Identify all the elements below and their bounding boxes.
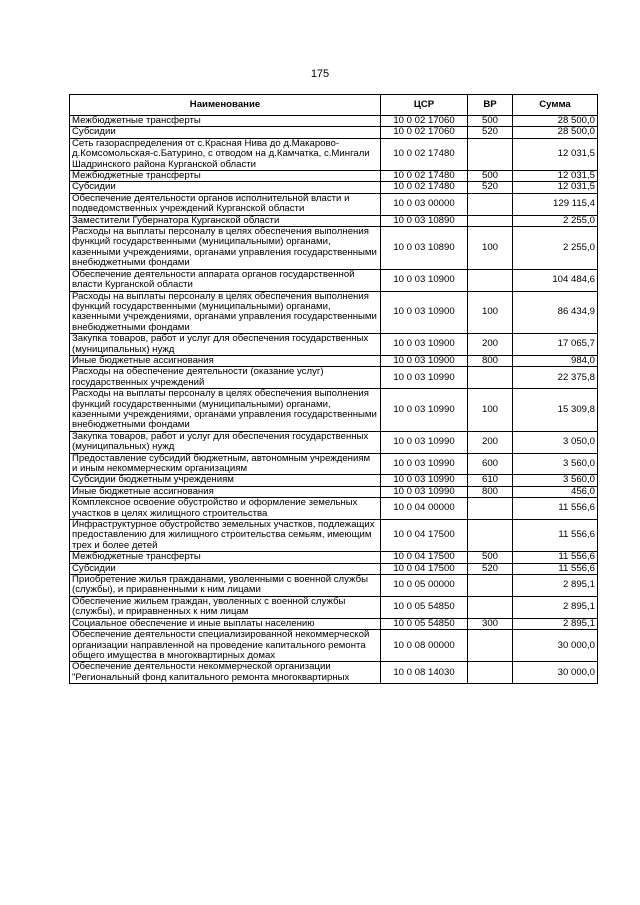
- table-row: [70, 334, 598, 356]
- cell-sum: 30 000,0: [513, 630, 598, 662]
- cell-sum: 2 255,0: [513, 215, 598, 226]
- table-row: [70, 138, 598, 170]
- table-row: [70, 291, 598, 334]
- cell-csr: 10 0 08 14030: [381, 662, 468, 684]
- cell-csr: 10 0 05 54850: [381, 596, 468, 618]
- header-sum: Сумма: [513, 95, 598, 116]
- header-name: Наименование: [70, 95, 381, 116]
- cell-name: Субсидии: [70, 127, 381, 138]
- cell-vr: 100: [468, 291, 513, 334]
- table-row: [70, 475, 598, 486]
- cell-csr: 10 0 03 10990: [381, 453, 468, 475]
- table-row: [70, 182, 598, 193]
- cell-name: Межбюджетные трансферты: [70, 171, 381, 182]
- cell-vr: [468, 662, 513, 684]
- cell-sum: 984,0: [513, 355, 598, 366]
- cell-sum: 11 556,6: [513, 552, 598, 563]
- cell-name: Иные бюджетные ассигнования: [70, 355, 381, 366]
- cell-csr: 10 0 05 54850: [381, 618, 468, 629]
- cell-sum: 28 500,0: [513, 127, 598, 138]
- cell-vr: 200: [468, 334, 513, 356]
- table-row: [70, 269, 598, 291]
- table-body: [70, 116, 598, 684]
- cell-vr: [468, 193, 513, 215]
- cell-vr: 610: [468, 475, 513, 486]
- table-row: [70, 127, 598, 138]
- table-row: [70, 618, 598, 629]
- cell-csr: 10 0 03 10890: [381, 215, 468, 226]
- cell-csr: 10 0 04 17500: [381, 520, 468, 552]
- cell-vr: [468, 575, 513, 597]
- cell-vr: 200: [468, 431, 513, 453]
- cell-csr: 10 0 03 10990: [381, 475, 468, 486]
- cell-vr: 100: [468, 389, 513, 432]
- cell-sum: 3 050,0: [513, 431, 598, 453]
- table-row: [70, 453, 598, 475]
- table-row: [70, 520, 598, 552]
- cell-vr: 500: [468, 171, 513, 182]
- cell-name: Субсидии: [70, 563, 381, 574]
- cell-vr: [468, 367, 513, 389]
- cell-sum: 86 434,9: [513, 291, 598, 334]
- cell-sum: 3 560,0: [513, 475, 598, 486]
- cell-sum: 15 309,8: [513, 389, 598, 432]
- cell-csr: 10 0 03 10990: [381, 486, 468, 497]
- cell-name: Заместители Губернатора Курганской области: [70, 215, 381, 226]
- cell-sum: 2 255,0: [513, 227, 598, 270]
- cell-sum: 11 556,6: [513, 498, 598, 520]
- cell-name: Инфраструктурное обустройство земельных участков, подлежащих предоставлению для жилищного строительства семьям, имеющим трех и более детей: [70, 520, 381, 552]
- table-row: [70, 116, 598, 127]
- cell-vr: [468, 269, 513, 291]
- cell-csr: 10 0 02 17480: [381, 182, 468, 193]
- cell-name: Расходы на обеспечение деятельности (оказание услуг) государственных учреждений: [70, 367, 381, 389]
- cell-csr: 10 0 05 00000: [381, 575, 468, 597]
- cell-csr: 10 0 02 17480: [381, 138, 468, 170]
- cell-vr: 300: [468, 618, 513, 629]
- cell-csr: 10 0 03 10990: [381, 389, 468, 432]
- cell-csr: 10 0 03 10890: [381, 227, 468, 270]
- table-row: [70, 630, 598, 662]
- table-row: [70, 662, 598, 684]
- cell-vr: 520: [468, 563, 513, 574]
- cell-name: Обеспечение деятельности специализированной некоммерческой организации направленной на проведение капитального ремонта общего имущества в многоквартирных домах: [70, 630, 381, 662]
- cell-name: Обеспечение деятельности аппарата органов государственной власти Курганской области: [70, 269, 381, 291]
- header-csr: ЦСР: [381, 95, 468, 116]
- cell-name: Обеспечение жильем граждан, уволенных с военной службы (службы), и приравненных к ним лицам: [70, 596, 381, 618]
- cell-name: Сеть газораспределения от с.Красная Нива до д.Макарово-д.Комсомольская-с.Батурино, с отводом на д.Камчатка, с.Мингали Шадринского района Курганской области: [70, 138, 381, 170]
- table-row: [70, 227, 598, 270]
- cell-vr: [468, 215, 513, 226]
- cell-name: Закупка товаров, работ и услуг для обеспечения государственных (муниципальных) нужд: [70, 431, 381, 453]
- cell-vr: 500: [468, 116, 513, 127]
- cell-csr: 10 0 02 17480: [381, 171, 468, 182]
- cell-csr: 10 0 03 10990: [381, 431, 468, 453]
- table-header-row: [70, 95, 598, 116]
- table-row: [70, 389, 598, 432]
- cell-vr: [468, 498, 513, 520]
- cell-csr: 10 0 04 17500: [381, 563, 468, 574]
- cell-sum: 12 031,5: [513, 171, 598, 182]
- cell-name: Приобретение жилья гражданами, уволенными с военной службы (службы), и приравненными к ним лицами: [70, 575, 381, 597]
- header-vr: ВР: [468, 95, 513, 116]
- cell-name: Закупка товаров, работ и услуг для обеспечения государственных (муниципальных) нужд: [70, 334, 381, 356]
- cell-sum: 104 484,6: [513, 269, 598, 291]
- budget-table: [69, 94, 598, 684]
- cell-sum: 12 031,5: [513, 138, 598, 170]
- cell-csr: 10 0 08 00000: [381, 630, 468, 662]
- cell-sum: 12 031,5: [513, 182, 598, 193]
- cell-name: Расходы на выплаты персоналу в целях обеспечения выполнения функций государственными (муниципальными) органами, казенными учреждениями, органами управления государственными внебюджетными фондами: [70, 227, 381, 270]
- cell-csr: 10 0 03 10900: [381, 334, 468, 356]
- cell-sum: 30 000,0: [513, 662, 598, 684]
- cell-csr: 10 0 04 17500: [381, 552, 468, 563]
- cell-name: Обеспечение деятельности органов исполнительной власти и подведомственных учреждений Курганской области: [70, 193, 381, 215]
- cell-sum: 2 895,1: [513, 618, 598, 629]
- cell-csr: 10 0 04 00000: [381, 498, 468, 520]
- cell-csr: 10 0 03 10900: [381, 291, 468, 334]
- cell-sum: 2 895,1: [513, 596, 598, 618]
- cell-vr: 100: [468, 227, 513, 270]
- cell-name: Предоставление субсидий бюджетным, автономным учреждениям и иным некоммерческим организациям: [70, 453, 381, 475]
- cell-sum: 11 556,6: [513, 520, 598, 552]
- table-row: [70, 563, 598, 574]
- cell-name: Расходы на выплаты персоналу в целях обеспечения выполнения функций государственными (муниципальными) органами, казенными учреждениями, органами управления государственными внебюджетными фондами: [70, 291, 381, 334]
- table-row: [70, 575, 598, 597]
- cell-vr: 500: [468, 552, 513, 563]
- table-row: [70, 498, 598, 520]
- cell-name: Расходы на выплаты персоналу в целях обеспечения выполнения функций государственными (муниципальными) органами, казенными учреждениями, органами управления государственными внебюджетными фондами: [70, 389, 381, 432]
- table-row: [70, 355, 598, 366]
- table-row: [70, 215, 598, 226]
- cell-sum: 28 500,0: [513, 116, 598, 127]
- cell-name: Субсидии бюджетным учреждениям: [70, 475, 381, 486]
- cell-sum: 22 375,8: [513, 367, 598, 389]
- cell-vr: [468, 520, 513, 552]
- cell-name: Межбюджетные трансферты: [70, 552, 381, 563]
- page-number: 175: [310, 68, 330, 80]
- cell-csr: 10 0 03 00000: [381, 193, 468, 215]
- cell-name: Обеспечение деятельности некоммерческой организации "Региональный фонд капитального ремонта многоквартирных: [70, 662, 381, 684]
- table-row: [70, 552, 598, 563]
- cell-vr: 800: [468, 355, 513, 366]
- table-row: [70, 193, 598, 215]
- cell-name: Субсидии: [70, 182, 381, 193]
- cell-sum: 2 895,1: [513, 575, 598, 597]
- table-row: [70, 171, 598, 182]
- cell-vr: [468, 630, 513, 662]
- cell-sum: 456,0: [513, 486, 598, 497]
- cell-vr: [468, 138, 513, 170]
- table-row: [70, 486, 598, 497]
- cell-sum: 11 556,6: [513, 563, 598, 574]
- cell-vr: 800: [468, 486, 513, 497]
- cell-sum: 17 065,7: [513, 334, 598, 356]
- cell-name: Социальное обеспечение и иные выплаты населению: [70, 618, 381, 629]
- cell-csr: 10 0 02 17060: [381, 116, 468, 127]
- cell-csr: 10 0 03 10990: [381, 367, 468, 389]
- cell-vr: 520: [468, 127, 513, 138]
- cell-csr: 10 0 03 10900: [381, 355, 468, 366]
- cell-vr: 600: [468, 453, 513, 475]
- cell-name: Иные бюджетные ассигнования: [70, 486, 381, 497]
- cell-name: Межбюджетные трансферты: [70, 116, 381, 127]
- cell-vr: 520: [468, 182, 513, 193]
- table-row: [70, 596, 598, 618]
- table-row: [70, 431, 598, 453]
- cell-csr: 10 0 02 17060: [381, 127, 468, 138]
- cell-csr: 10 0 03 10900: [381, 269, 468, 291]
- cell-vr: [468, 596, 513, 618]
- cell-sum: 3 560,0: [513, 453, 598, 475]
- cell-name: Комплексное освоение обустройство и оформление земельных участков в целях жилищного строительства: [70, 498, 381, 520]
- table-row: [70, 367, 598, 389]
- cell-sum: 129 115,4: [513, 193, 598, 215]
